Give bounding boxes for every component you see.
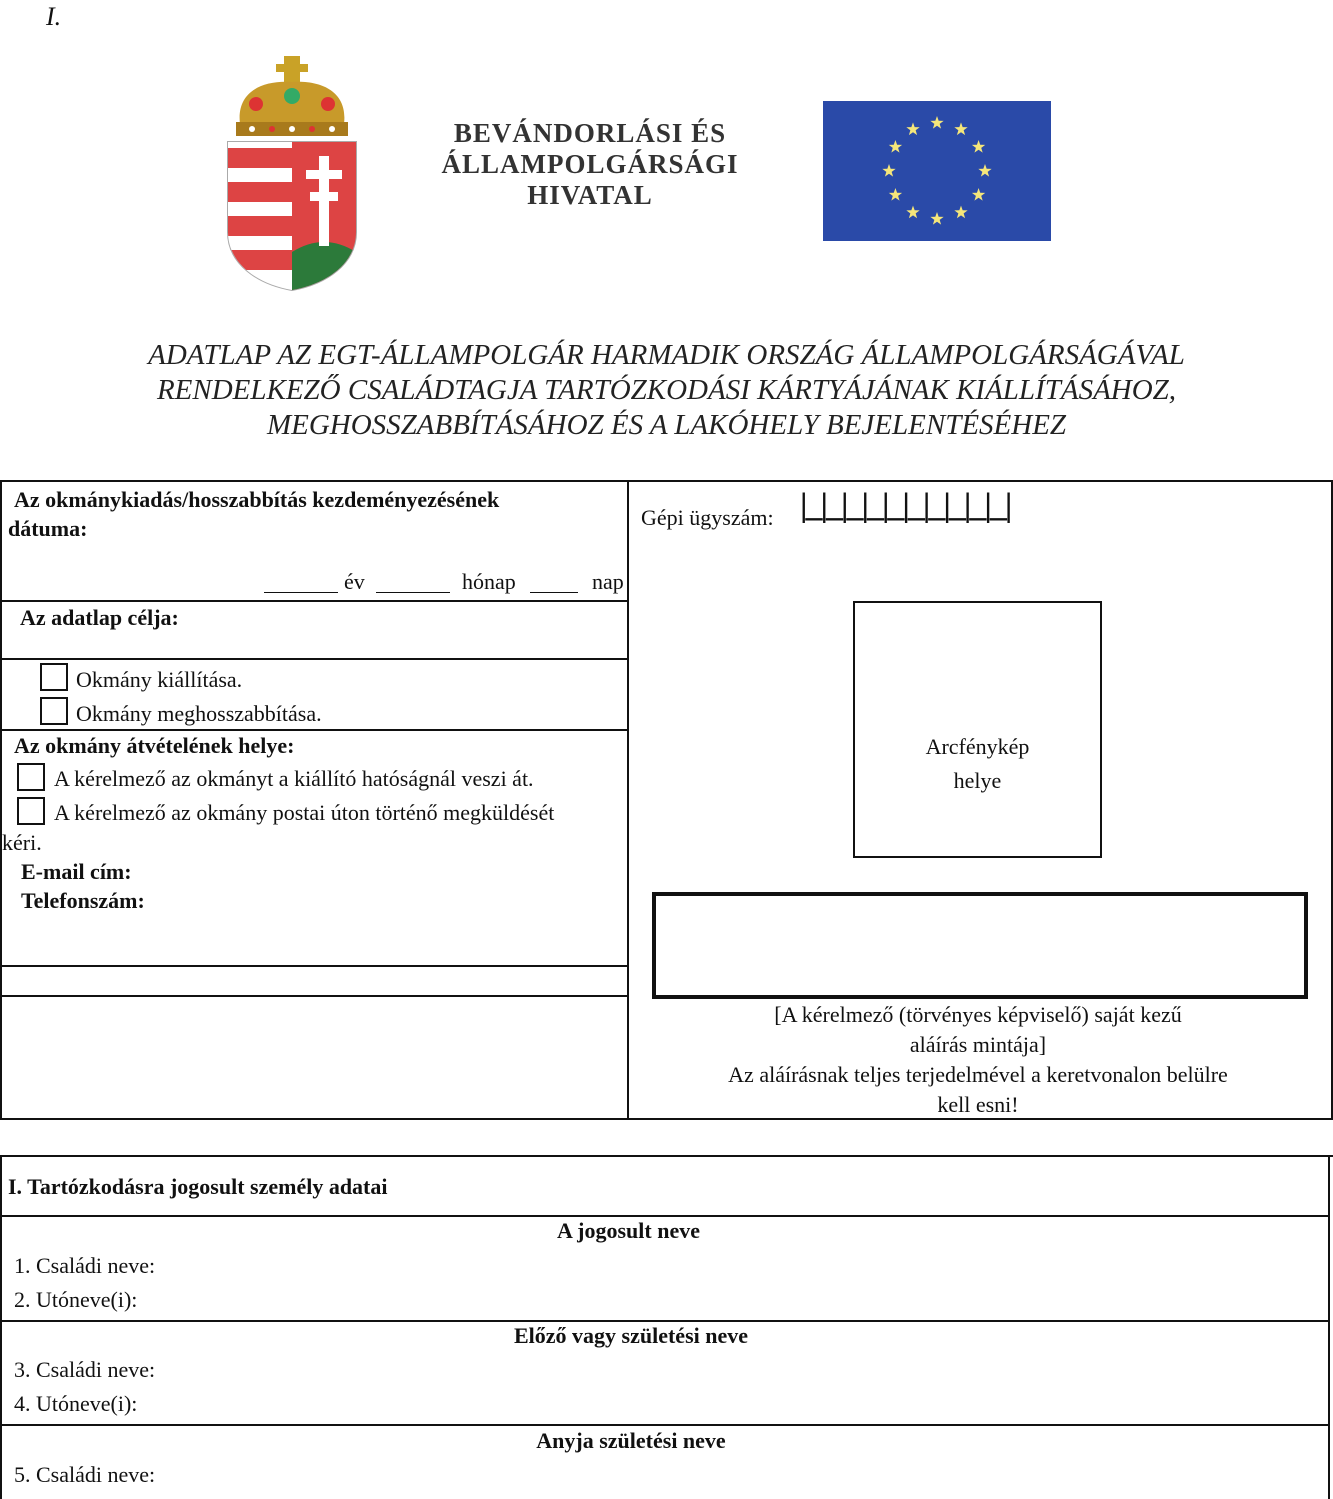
year-label: év — [344, 569, 365, 594]
purpose-extend-checkbox[interactable] — [40, 697, 68, 725]
photo-label: Arcfénykép — [925, 734, 1030, 759]
signature-caption-line: Az aláírásnak teljes terjedelmével a keretvonalon belülre — [728, 1062, 1228, 1087]
email-label: E-mail cím: — [21, 859, 132, 884]
field-prev-family-name: 3. Családi neve: — [14, 1357, 156, 1382]
field-prev-given-names: 4. Utóneve(i): — [14, 1391, 138, 1416]
row-divider — [0, 658, 628, 660]
phone-label: Telefonszám: — [21, 888, 145, 913]
group-heading: Anyja születési neve — [536, 1428, 726, 1453]
section1-border-right — [1328, 1155, 1330, 1499]
field-family-name: 1. Családi neve: — [14, 1253, 156, 1278]
issue-date-label: dátuma: — [8, 516, 88, 541]
hungary-coat-of-arms — [222, 52, 362, 292]
pickup-authority-checkbox[interactable] — [17, 763, 45, 791]
purpose-issue-checkbox[interactable] — [40, 663, 68, 691]
signature-caption-line: [A kérelmező (törvényes képviselő) saját kezű — [774, 1002, 1182, 1027]
photo-placeholder — [853, 601, 1102, 858]
section1-border-top — [0, 1155, 1333, 1157]
signature-caption — [640, 1000, 1316, 1120]
pickup-post-label: A kérelmező az okmány postai úton történő megküldését — [54, 800, 555, 825]
photo-label: helye — [953, 768, 1002, 793]
row-divider — [0, 995, 628, 997]
group-heading: A jogosult neve — [557, 1218, 700, 1243]
day-field[interactable] — [530, 572, 578, 593]
issue-date-label: Az okmánykiadás/hosszabbítás kezdeményezésének — [14, 487, 500, 512]
form-title — [40, 338, 1293, 443]
agency-name-line: ÁLLAMPOLGÁRSÁGI — [441, 149, 739, 179]
section1-title: I. Tartózkodásra jogosult személy adatai — [8, 1174, 388, 1199]
field-mother-family-name: 5. Családi neve: — [14, 1462, 156, 1487]
agency-name-line: HIVATAL — [527, 180, 653, 210]
case-number-boxes[interactable]: |_|_|_|_|_|_|_|_|_|_| — [800, 487, 1011, 524]
pickup-post-label-cont: kéri. — [2, 830, 42, 855]
month-field[interactable] — [376, 572, 450, 593]
purpose-extend-label: Okmány meghosszabbítása. — [76, 701, 322, 726]
agency-name-line: BEVÁNDORLÁSI ÉS — [453, 118, 727, 148]
case-number-label: Gépi ügyszám: — [641, 505, 774, 530]
month-label: hónap — [462, 569, 516, 594]
form-title-line: RENDELKEZŐ CSALÁDTAGJA TARTÓZKODÁSI KÁRTYÁJÁNAK KIÁLLÍTÁSÁHOZ, — [156, 374, 1177, 406]
form-title-line: ADATLAP AZ EGT-ÁLLAMPOLGÁR HARMADIK ORSZÁG ÁLLAMPOLGÁRSÁGÁVAL — [148, 339, 1185, 371]
eu-flag — [823, 101, 1051, 241]
signature-caption-line: aláírás mintája] — [909, 1032, 1047, 1057]
year-field[interactable] — [264, 572, 338, 593]
signature-box[interactable] — [652, 892, 1308, 999]
row-divider — [0, 729, 628, 731]
agency-name — [420, 118, 760, 211]
section-marker: I. — [46, 2, 62, 31]
table-border-left — [0, 480, 2, 1120]
pickup-authority-label: A kérelmező az okmányt a kiállító hatóságnál veszi át. — [54, 766, 534, 791]
pickup-post-checkbox[interactable] — [17, 797, 45, 825]
purpose-label: Az adatlap célja: — [20, 605, 179, 630]
signature-caption-line: kell esni! — [937, 1092, 1019, 1117]
field-given-names: 2. Utóneve(i): — [14, 1287, 138, 1312]
table-border-top — [0, 480, 1333, 482]
purpose-issue-label: Okmány kiállítása. — [76, 667, 243, 692]
row-divider — [0, 600, 628, 602]
form-title-line: MEGHOSSZABBÍTÁSÁHOZ ÉS A LAKÓHELY BEJELENTÉSÉHEZ — [266, 409, 1067, 441]
row-divider — [0, 965, 628, 967]
group-heading: Előző vagy születési neve — [513, 1323, 749, 1348]
table-column-divider — [627, 480, 629, 1120]
section1-row-divider — [0, 1424, 1330, 1426]
day-label: nap — [592, 569, 624, 594]
pickup-label: Az okmány átvételének helye: — [14, 733, 295, 758]
